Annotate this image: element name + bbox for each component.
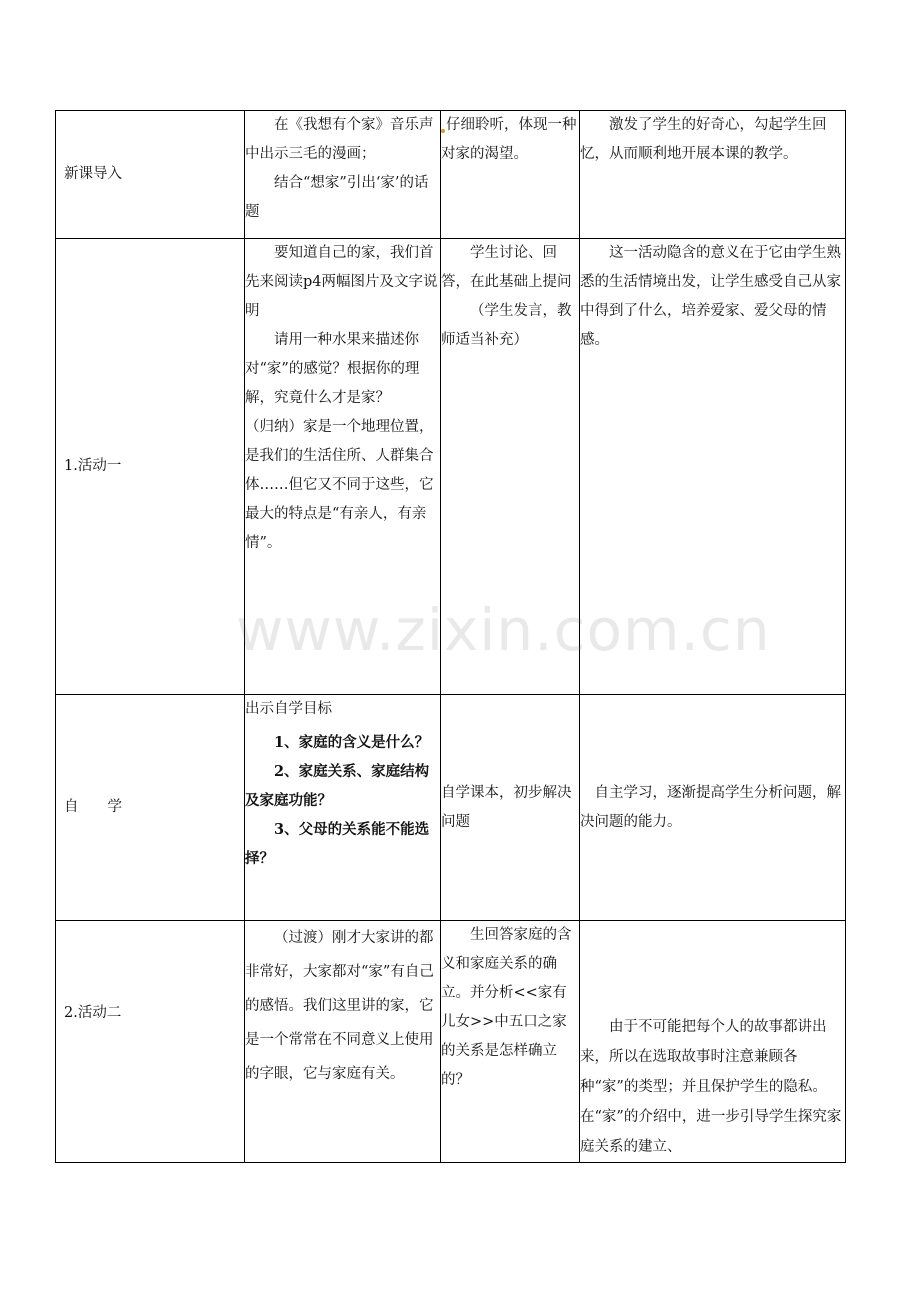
stage-label: 新课导入 [56, 111, 245, 239]
student-text: 仔细聆听，体现一种对家的渴望。 [441, 117, 577, 162]
content-paragraph: （归纳）家是一个地理位置，是我们的生活住所、人群集合体……但它又不同于这些，它最大的特点是“有亲人，有亲情”。 [245, 419, 434, 551]
table-row [56, 921, 846, 1163]
content-paragraph: （学生发言，教师适当补充） [441, 303, 572, 348]
goal-item: 1、家庭的含义是什么？ [274, 734, 430, 751]
stage-label: 2.活动二 [56, 921, 245, 1163]
stage-label: 自 学 [56, 695, 245, 921]
teacher-activity-cell [245, 111, 441, 239]
content-paragraph: （过渡）刚才大家讲的都非常好，大家都对“家”有自己的感悟。我们这里讲的家，它是一个常常在不同意义上使用的字眼，它与家庭有关。 [245, 930, 434, 1082]
content-paragraph: 生回答家庭的含义和家庭关系的确立。并分析<<家有儿女>>中五口之家的关系是怎样确立的？ [441, 927, 572, 1088]
lesson-plan-table [55, 110, 846, 1163]
watermark: www.zixin.com.cn [236, 596, 771, 664]
goal-item: 3、父母的关系能不能选择？ [245, 821, 430, 867]
content-paragraph: 自主学习，逐渐提高学生分析问题，解决问题的能力。 [580, 784, 841, 830]
content-paragraph: 这一活动隐含的意义在于它由学生熟悉的生活情境出发，让学生感受自己从家中得到了什么，培养爱家、爱父母的情感。 [580, 245, 841, 348]
student-activity-cell [441, 695, 580, 921]
content-paragraph: 出示自学目标 [245, 701, 332, 717]
content-paragraph: 学生讨论、回答，在此基础上提问 [441, 245, 572, 290]
student-activity-cell [441, 111, 580, 239]
content-paragraph: 要知道自己的家，我们首先来阅读p4两幅图片及文字说明 [245, 245, 438, 319]
marker-dot-icon [441, 129, 445, 133]
student-activity-cell [441, 239, 580, 695]
design-intent-cell [580, 695, 846, 921]
table-row [56, 239, 846, 695]
content-paragraph: 由于不可能把每个人的故事都讲出来，所以在选取故事时注意兼顾各种“家”的类型；并且保护学生的隐私。在“家”的介绍中，进一步引导学生探究家庭关系的建立、 [580, 1019, 842, 1155]
content-paragraph [441, 111, 579, 169]
teacher-activity-cell [245, 239, 441, 695]
content-paragraph: 激发了学生的好奇心，勾起学生回忆，从而顺利地开展本课的教学。 [580, 117, 827, 162]
teacher-activity-cell [245, 695, 441, 921]
design-intent-cell [580, 111, 846, 239]
design-intent-cell [580, 921, 846, 1163]
content-paragraph: 自学课本，初步解决问题 [441, 784, 572, 830]
table-row [56, 695, 846, 921]
content-paragraph: 请用一种水果来描述你对“家”的感觉？根据你的理解，究竟什么才是家？ [245, 332, 420, 406]
teacher-activity-cell [245, 921, 441, 1163]
table-row [56, 111, 846, 239]
content-paragraph: 在《我想有个家》音乐声中出示三毛的漫画； [245, 117, 434, 162]
stage-label: 1.活动一 [56, 239, 245, 695]
goal-item: 2、家庭关系、家庭结构及家庭功能？ [245, 763, 430, 809]
content-paragraph: 结合“想家”引出‘家’的话题 [245, 175, 429, 220]
design-intent-cell [580, 239, 846, 695]
student-activity-cell [441, 921, 580, 1163]
